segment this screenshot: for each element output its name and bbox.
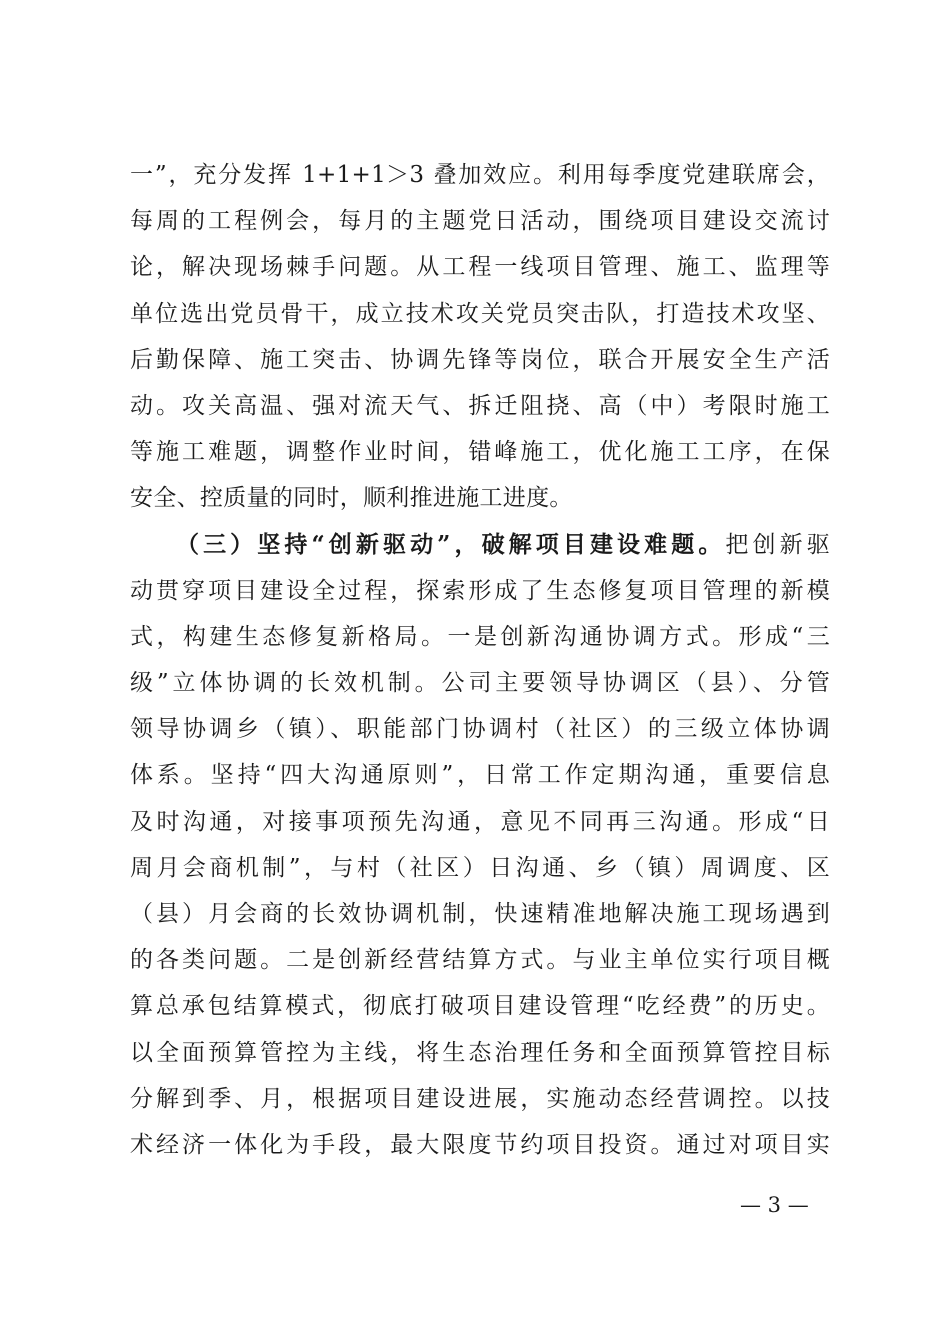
text-line: （县）月会商的长效协调机制，快速精准地解决施工现场遇到 xyxy=(130,901,830,927)
text-line: 领导协调乡（镇）、职能部门协调村（社区）的三级立体协调 xyxy=(130,716,830,743)
text-line: 的各类问题。二是创新经营结算方式。与业主单位实行项目概 xyxy=(130,947,830,974)
text-line: 每周的工程例会，每月的主题党日活动，围绕项目建设交流讨 xyxy=(130,208,830,235)
text-line: 术经济一体化为手段，最大限度节约项目投资。通过对项目实 xyxy=(130,1131,830,1158)
text-line: 分解到季、月，根据项目建设进展，实施动态经营调控。以技 xyxy=(130,1085,830,1112)
text-line: 式，构建生态修复新格局。一是创新沟通协调方式。形成“三 xyxy=(130,623,830,650)
text-line: 周月会商机制”，与村（社区）日沟通、乡（镇）周调度、区 xyxy=(130,854,830,881)
text-line: 动。攻关高温、强对流天气、拆迁阻挠、高（中）考限时施工 xyxy=(130,392,830,419)
text-line: 级”立体协调的长效机制。公司主要领导协调区（县）、分管 xyxy=(130,670,830,697)
text-line: 等施工难题，调整作业时间，错峰施工，优化施工工序，在保 xyxy=(130,439,830,466)
text-line: 算总承包结算模式，彻底打破项目建设管理“吃经费”的历史。 xyxy=(130,993,830,1020)
text-line: 以全面预算管控为主线，将生态治理任务和全面预算管控目标 xyxy=(130,1039,830,1066)
paragraph-2 xyxy=(130,522,830,1169)
text-line: 单位选出党员骨干，成立技术攻关党员突击队，打造技术攻坚、 xyxy=(130,300,830,327)
text-line: 后勤保障、施工突击、协调先锋等岗位，联合开展安全生产活 xyxy=(130,346,830,373)
body-text xyxy=(130,152,830,1168)
paragraph-1 xyxy=(130,152,830,522)
text-line: 体系。坚持“四大沟通原则”，日常工作定期沟通，重要信息 xyxy=(130,762,830,789)
text-line: 论，解决现场棘手问题。从工程一线项目管理、施工、监理等 xyxy=(130,254,830,281)
text-line: 一”，充分发挥 1+1+1＞3 叠加效应。利用每季度党建联席会， xyxy=(130,162,830,188)
text-line: 安全、控质量的同时，顺利推进施工进度。 xyxy=(130,485,573,512)
section-heading-line xyxy=(130,522,830,568)
heading-line-rest: 把创新驱 xyxy=(725,531,831,558)
text-line: 动贯穿项目建设全过程，探索形成了生态修复项目管理的新模 xyxy=(130,577,830,604)
text-line: 及时沟通，对接事项预先沟通，意见不同再三沟通。形成“日 xyxy=(130,808,830,835)
section-heading: （三）坚持“创新驱动”，破解项目建设难题。 xyxy=(176,530,726,558)
page-number: — 3 — xyxy=(740,1193,809,1217)
